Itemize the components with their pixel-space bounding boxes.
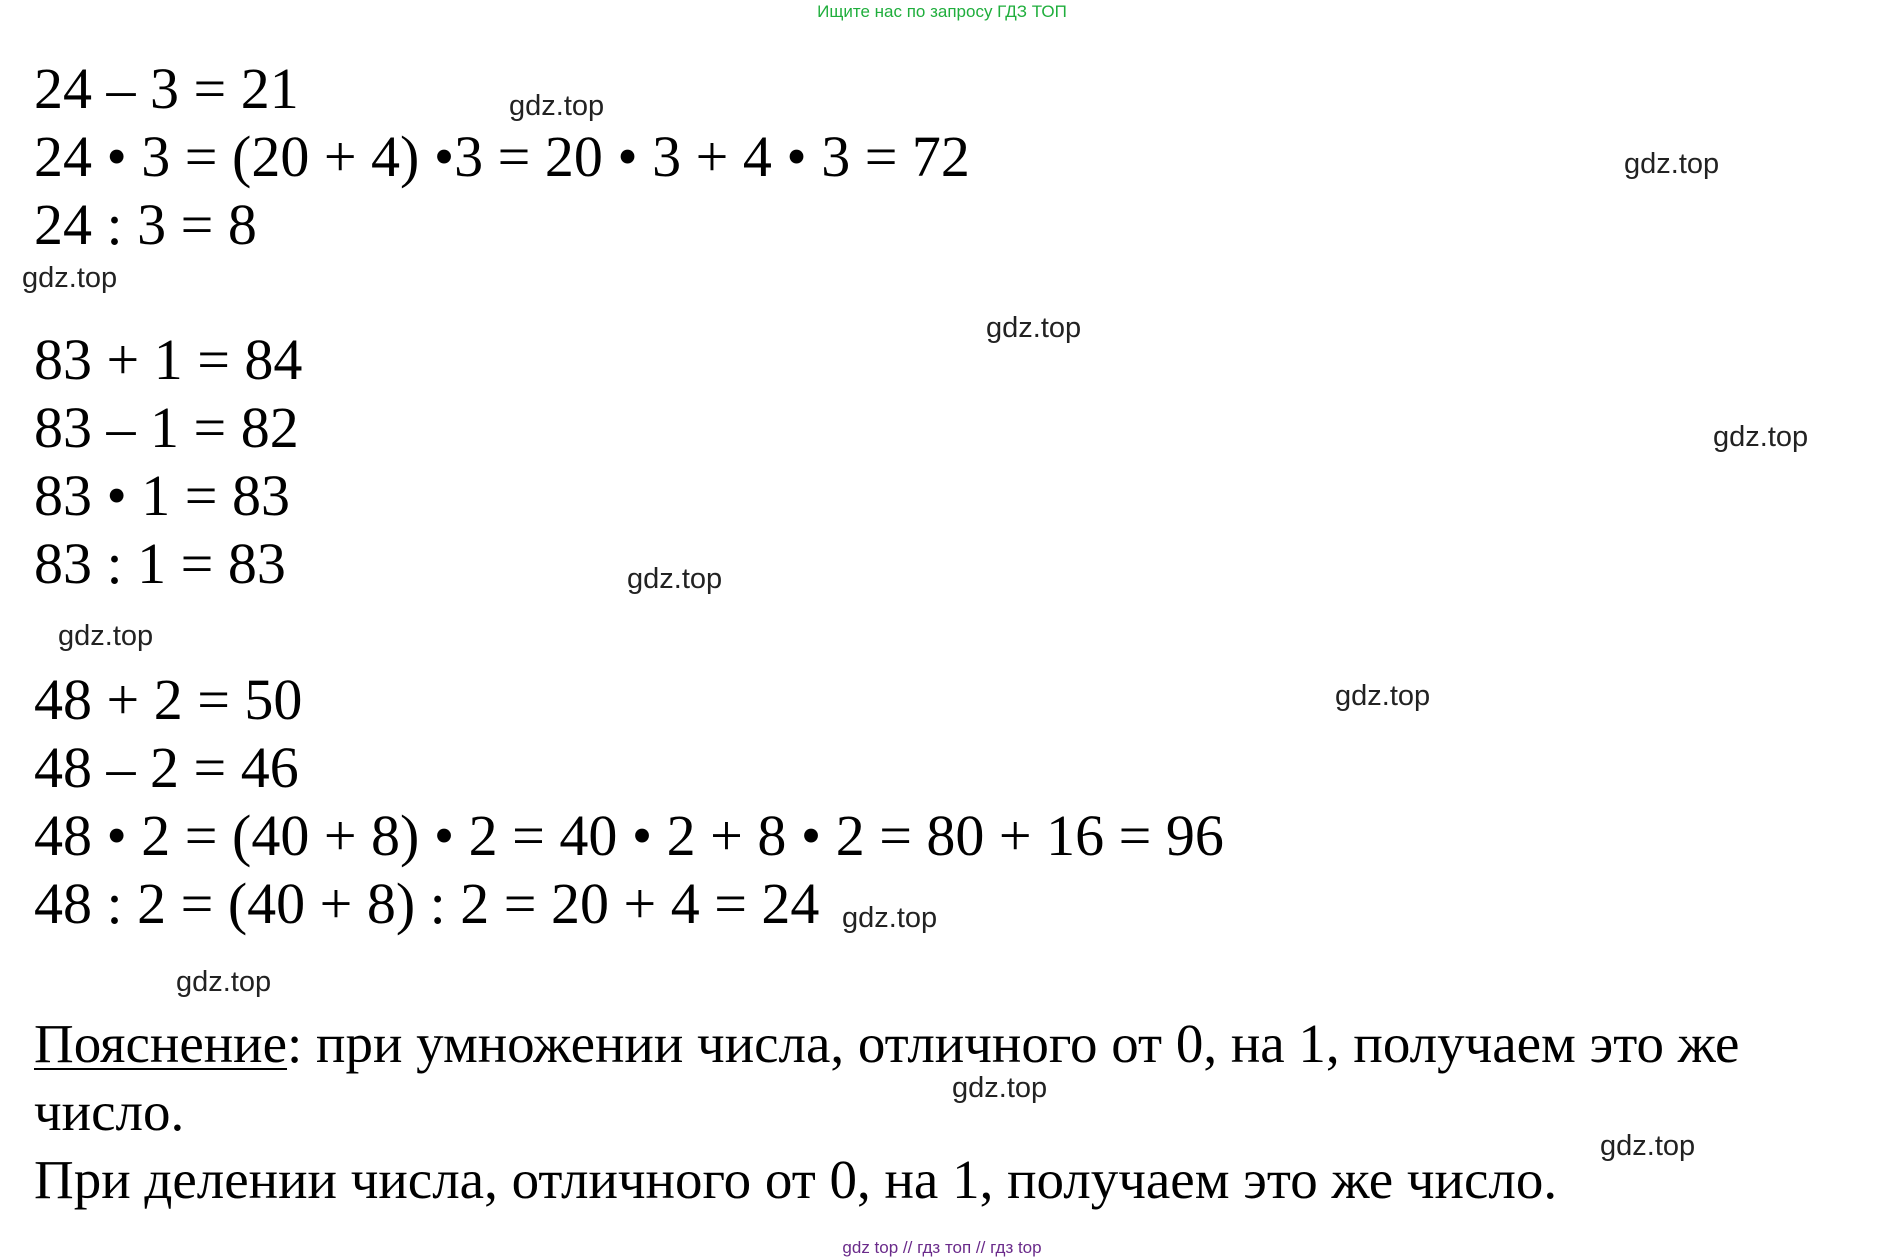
watermark: gdz.top — [509, 90, 605, 122]
equation-24-div-3: 24 : 3 = 8 — [34, 192, 257, 257]
explanation-label: Пояснение — [34, 1013, 288, 1074]
explanation-line1: : при умножении числа, отличного от 0, на 1, получаем это же число. — [34, 1013, 1740, 1142]
equation-83-minus-1: 83 – 1 = 82 — [34, 395, 299, 460]
watermark: gdz.top — [1600, 1130, 1696, 1162]
watermark: gdz.top — [627, 563, 723, 595]
equation-48-times-2: 48 • 2 = (40 + 8) • 2 = 40 • 2 + 8 • 2 = 80 + 16 = 96 — [34, 803, 1224, 868]
equation-83-plus-1: 83 + 1 = 84 — [34, 327, 303, 392]
watermark: gdz.top — [842, 902, 938, 934]
equation-48-plus-2: 48 + 2 = 50 — [34, 667, 303, 732]
equation-24-times-3: 24 • 3 = (20 + 4) •3 = 20 • 3 + 4 • 3 = 72 — [34, 124, 970, 189]
watermark: gdz.top — [986, 312, 1082, 344]
watermark: gdz.top — [58, 620, 154, 652]
equation-83-times-1: 83 • 1 = 83 — [34, 463, 291, 528]
explanation-paragraph-2: При делении числа, отличного от 0, на 1, получаем это же число. — [34, 1149, 1558, 1210]
watermark: gdz.top — [1624, 148, 1720, 180]
footer-text[interactable]: gdz top // гдз топ // гдз top — [842, 1238, 1042, 1257]
header-ad-text[interactable]: Ищите нас по запросу ГДЗ ТОП — [817, 2, 1067, 21]
explanation-paragraph-1 — [34, 1010, 1824, 1146]
watermark: gdz.top — [1713, 421, 1809, 453]
watermark: gdz.top — [22, 262, 118, 294]
equation-48-div-2: 48 : 2 = (40 + 8) : 2 = 20 + 4 = 24 — [34, 871, 820, 936]
equation-48-minus-2: 48 – 2 = 46 — [34, 735, 299, 800]
watermark: gdz.top — [1335, 680, 1431, 712]
watermark: gdz.top — [952, 1072, 1048, 1104]
equation-24-minus-3: 24 – 3 = 21 — [34, 56, 299, 121]
equation-83-div-1: 83 : 1 = 83 — [34, 531, 286, 596]
watermark: gdz.top — [176, 966, 272, 998]
